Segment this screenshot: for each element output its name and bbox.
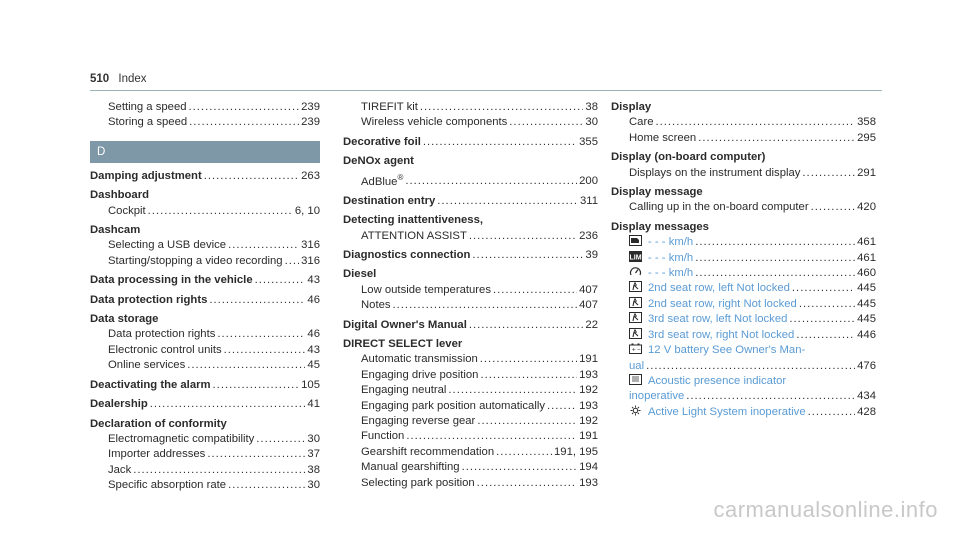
index-entry[interactable]: AdBlue® ..... 200 [343, 170, 598, 190]
index-column-3 [611, 100, 876, 420]
index-entry[interactable]: Engaging park position automatically ..... 193 [343, 399, 598, 414]
index-entry[interactable]: Diagnostics connection ..... 39 [343, 248, 598, 263]
index-entry[interactable]: Manual gearshifting ..... 194 [343, 460, 598, 475]
display-message-entry-cont[interactable]: inoperative ..... 434 [611, 389, 876, 404]
index-entry[interactable]: Engaging drive position ..... 193 [343, 368, 598, 383]
index-entry[interactable]: Gearshift recommendation ..... 191, 195 [343, 445, 598, 460]
index-heading: DIRECT SELECT lever [343, 338, 463, 351]
display-message-entry[interactable]: Active Light System inoperative ..... 428 [611, 405, 876, 420]
index-entry[interactable]: Dealership ..... 41 [90, 397, 320, 412]
index-column-1 [90, 100, 320, 494]
index-entry[interactable]: Selecting park position ..... 193 [343, 476, 598, 491]
index-entry[interactable]: Notes ..... 407 [343, 298, 598, 313]
letter-section-bar: D [90, 141, 320, 163]
index-entry[interactable]: Calling up in the on-board computer ..... 420 [611, 200, 876, 215]
display-message-entry[interactable]: - - - km/h ..... 460 [611, 266, 876, 281]
index-entry[interactable]: Online services ..... 45 [90, 358, 320, 373]
index-heading: Display messages [611, 220, 709, 233]
battery-icon [629, 343, 642, 354]
index-entry[interactable]: Data protection rights ..... 46 [90, 293, 320, 308]
display-message-entry[interactable]: - - - km/h ..... 461 [611, 235, 876, 250]
index-heading: Display (on-board computer) [611, 151, 766, 164]
index-entry[interactable]: Decorative foil ..... 355 [343, 135, 598, 150]
active-light-icon [629, 405, 642, 416]
watermark: carmanualsonline.info [713, 497, 938, 522]
index-entry[interactable]: Importer addresses ..... 37 [90, 447, 320, 462]
limiter-icon [629, 251, 642, 262]
index-heading: DeNOx agent [343, 155, 414, 168]
index-entry[interactable]: Wireless vehicle components ..... 30 [343, 115, 598, 130]
index-entry[interactable]: TIREFIT kit ..... 38 [343, 100, 598, 115]
index-entry[interactable]: Home screen ..... 295 [611, 131, 876, 146]
index-entry[interactable]: Destination entry ..... 311 [343, 194, 598, 209]
index-heading: Declaration of conformity [90, 417, 227, 430]
index-heading: Dashboard [90, 189, 150, 202]
distance-assist-icon [629, 235, 642, 246]
svg-text:+: + [632, 347, 636, 354]
index-entry[interactable]: Function ..... 191 [343, 429, 598, 444]
seat-belt-icon [629, 281, 642, 292]
index-entry[interactable]: Care ..... 358 [611, 115, 876, 130]
index-entry[interactable]: Engaging neutral ..... 192 [343, 383, 598, 398]
index-heading: Dashcam [90, 224, 141, 237]
seat-belt-icon [629, 297, 642, 308]
index-heading: Data storage [90, 313, 159, 326]
page-title: Index [118, 73, 147, 85]
index-entry[interactable]: ATTENTION ASSIST ..... 236 [343, 229, 598, 244]
display-message-entry[interactable]: 2nd seat row, left Not locked ..... 445 [611, 281, 876, 296]
display-message-entry[interactable]: + − 12 V battery See Owner's Man- [611, 343, 876, 358]
display-message-entry[interactable]: 3rd seat row, left Not locked ..... 445 [611, 312, 876, 327]
svg-text:−: − [637, 347, 641, 354]
index-entry[interactable]: Damping adjustment ..... 263 [90, 169, 320, 184]
seat-belt-icon [629, 328, 642, 339]
index-entry[interactable]: Electronic control units ..... 43 [90, 343, 320, 358]
index-entry[interactable]: Displays on the instrument display ..... 291 [611, 166, 876, 181]
display-message-entry-cont[interactable]: ual ..... 476 [611, 359, 876, 374]
display-message-entry[interactable]: 2nd seat row, right Not locked ..... 445 [611, 297, 876, 312]
index-entry[interactable]: Storing a speed ..... 239 [90, 115, 320, 130]
index-entry[interactable]: Specific absorption rate ..... 30 [90, 478, 320, 493]
header-rule [90, 90, 882, 91]
index-entry[interactable]: Engaging reverse gear ..... 192 [343, 414, 598, 429]
acoustic-presence-icon [629, 374, 642, 385]
display-message-entry[interactable]: Acoustic presence indicator [611, 374, 876, 389]
index-entry[interactable]: Cockpit ..... 6, 10 [90, 204, 320, 219]
index-heading: Display [611, 101, 652, 113]
index-entry[interactable]: Selecting a USB device ..... 316 [90, 238, 320, 253]
index-entry[interactable]: Digital Owner's Manual ..... 22 [343, 318, 598, 333]
page-header [90, 73, 147, 85]
index-heading: Diesel [343, 268, 377, 281]
svg-text:LIM: LIM [629, 254, 642, 262]
index-entry[interactable]: Starting/stopping a video recording ..... 316 [90, 254, 320, 269]
cruise-control-icon [629, 266, 642, 277]
index-entry[interactable]: Jack ..... 38 [90, 463, 320, 478]
display-message-entry[interactable]: LIM - - - km/h ..... 461 [611, 251, 876, 266]
index-entry[interactable]: Setting a speed ..... 239 [90, 100, 320, 115]
index-column-2 [343, 100, 598, 491]
page-number: 510 [90, 73, 110, 85]
index-entry[interactable]: Data processing in the vehicle ..... 43 [90, 273, 320, 288]
index-entry[interactable]: Low outside temperatures ..... 407 [343, 283, 598, 298]
seat-belt-icon [629, 312, 642, 323]
index-entry[interactable]: Automatic transmission ..... 191 [343, 352, 598, 367]
index-heading: Display message [611, 186, 703, 199]
index-entry[interactable]: Data protection rights ..... 46 [90, 327, 320, 342]
index-entry[interactable]: Electromagnetic compatibility ..... 30 [90, 432, 320, 447]
display-message-entry[interactable]: 3rd seat row, right Not locked ..... 446 [611, 328, 876, 343]
index-entry[interactable]: Deactivating the alarm ..... 105 [90, 378, 320, 393]
index-heading: Detecting inattentiveness, [343, 214, 483, 227]
